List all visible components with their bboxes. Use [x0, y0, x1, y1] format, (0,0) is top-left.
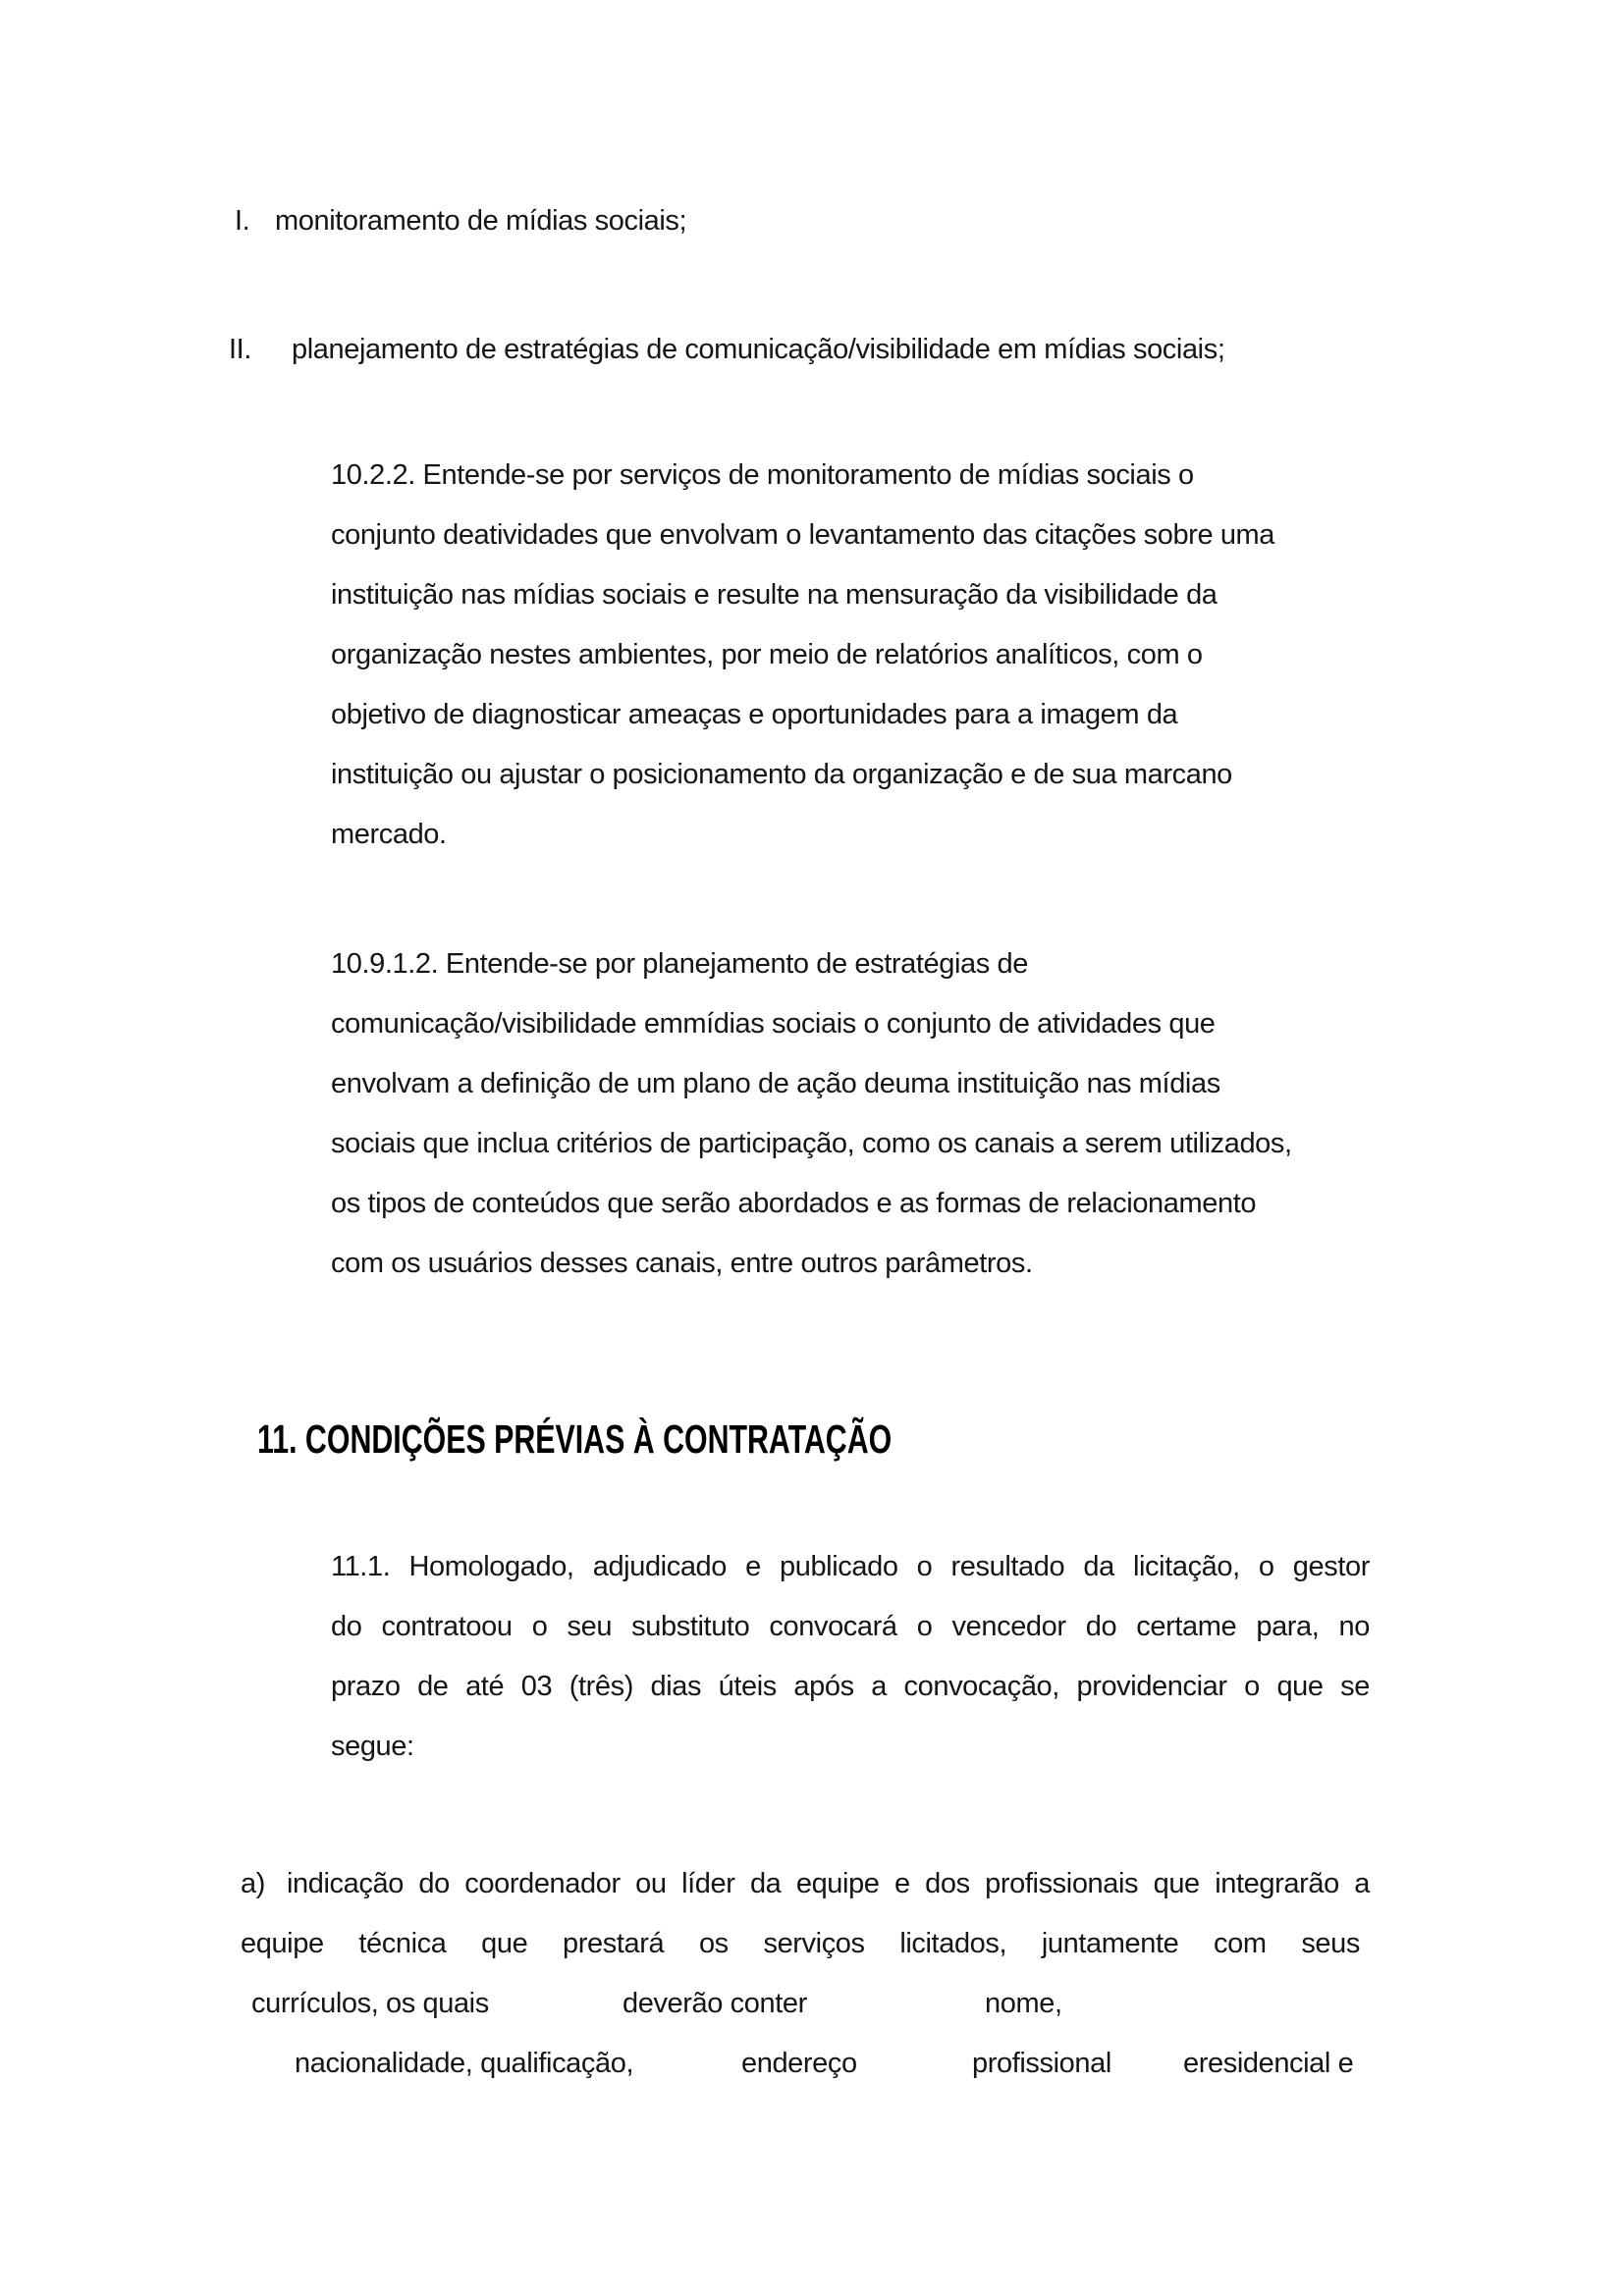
- text-fragment: deverão conter: [623, 1988, 807, 2019]
- text-line: sociais que inclua critérios de participação, como os canais a serem utilizados,: [331, 1128, 1292, 1159]
- text-line: [241, 1974, 1375, 2034]
- list-item-roman-2: [229, 320, 1224, 380]
- text-line: instituição ou ajustar o posicionamento da organização e de sua marcano: [331, 759, 1232, 790]
- list-item-a: [241, 1854, 1375, 2094]
- paragraph-10-2-2: [331, 446, 1274, 865]
- text-line: os tipos de conteúdos que serão abordados e as formas de relacionamento: [331, 1188, 1257, 1219]
- text-line: organização nestes ambientes, por meio de relatórios analíticos, com o: [331, 639, 1203, 670]
- list-item-marker: a): [241, 1868, 265, 1899]
- text-line: prazo de até 03 (três) dias úteis após a convocação, providenciar o que se: [331, 1671, 1370, 1702]
- text-line: segue:: [331, 1731, 414, 1762]
- text-fragment: endereço: [741, 2048, 857, 2079]
- text-line: instituição nas mídias sociais e resulte na mensuração da visibilidade da: [331, 579, 1218, 611]
- list-item-text: indicação do coordenador ou líder da equipe e dos profissionais que integrarão a: [287, 1868, 1370, 1899]
- list-item-roman-1: [235, 191, 686, 251]
- text-line: [241, 1854, 1375, 1914]
- text-line: com os usuários desses canais, entre outros parâmetros.: [331, 1248, 1033, 1279]
- text-fragment: profissional: [972, 2048, 1111, 2079]
- text-fragment: eresidencial e: [1183, 2048, 1354, 2079]
- text-fragment: nome,: [985, 1988, 1062, 2019]
- text-fragment: currículos, os quais: [251, 1988, 489, 2019]
- text-line: envolvam a definição de um plano de ação deuma instituição nas mídias: [331, 1068, 1220, 1099]
- list-item-marker: II.: [229, 334, 251, 365]
- text-line: 11.1. Homologado, adjudicado e publicado o resultado da licitação, o gestor: [331, 1551, 1370, 1582]
- list-item-marker: I.: [235, 205, 250, 237]
- text-line: comunicação/visibilidade emmídias sociais o conjunto de atividades que: [331, 1008, 1216, 1040]
- list-item-text: monitoramento de mídias sociais;: [275, 205, 687, 237]
- text-line: 10.2.2. Entende-se por serviços de monitoramento de mídias sociais o: [331, 459, 1194, 491]
- section-heading-11: 11. CONDIÇÕES PRÉVIAS À CONTRATAÇÃO: [257, 1416, 893, 1462]
- paragraph-10-9-1-2: [331, 934, 1292, 1294]
- text-line: mercado.: [331, 819, 447, 850]
- paragraph-11-1: [331, 1537, 1370, 1777]
- text-line: equipe técnica que prestará os serviços licitados, juntamente com seus: [241, 1928, 1360, 1959]
- list-item-text: planejamento de estratégias de comunicação/visibilidade em mídias sociais;: [292, 334, 1225, 365]
- text-line: [241, 2034, 1375, 2094]
- text-line: do contratoou o seu substituto convocará o vencedor do certame para, no: [331, 1611, 1370, 1642]
- text-line: objetivo de diagnosticar ameaças e oportunidades para a imagem da: [331, 699, 1178, 730]
- text-line: conjunto deatividades que envolvam o levantamento das citações sobre uma: [331, 519, 1275, 551]
- text-line: 10.9.1.2. Entende-se por planejamento de estratégias de: [331, 948, 1028, 980]
- text-fragment: nacionalidade, qualificação,: [295, 2048, 634, 2079]
